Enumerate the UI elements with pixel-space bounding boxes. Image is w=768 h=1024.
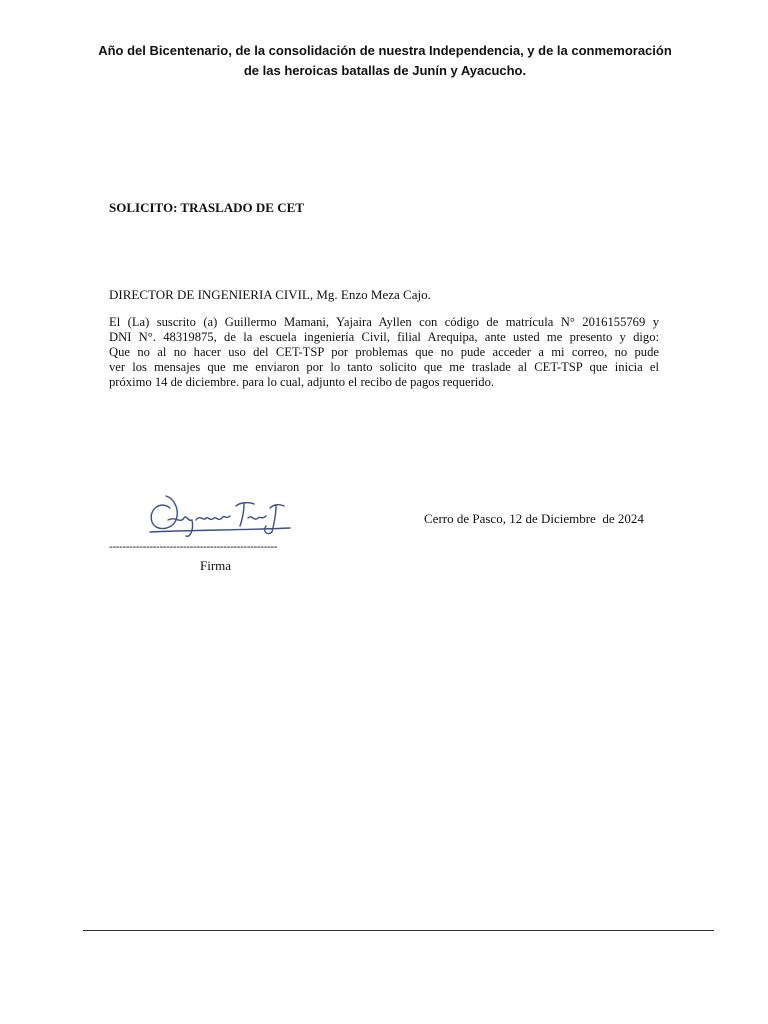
handwritten-signature — [140, 480, 300, 542]
year-heading — [90, 41, 680, 81]
footer-divider — [83, 930, 714, 931]
body-line-2: DNI N°. 48319875, de la escuela ingeniería Civil, filial Arequipa, ante usted me presento y digo: — [109, 330, 659, 344]
body-line-4: ver los mensajes que me enviaron por lo tanto solicito que me traslade al CET-TSP que inicia el — [109, 360, 659, 374]
year-heading-line-2: de las heroicas batallas de Junín y Ayacucho. — [243, 63, 527, 78]
request-body — [109, 315, 659, 390]
signature-stroke-5 — [248, 516, 266, 519]
body-line-1: El (La) suscrito (a) Guillermo Mamani, Yajaira Ayllen con código de matrícula N° 2016155769 y — [109, 315, 659, 329]
signature-underline — [150, 528, 290, 532]
year-heading-line-1: Año del Bicentenario, de la consolidación de nuestra Independencia, y de la conmemoración — [98, 43, 672, 58]
signature-stroke-4 — [236, 503, 254, 526]
signature-stroke-3 — [196, 516, 230, 520]
signature-label: Firma — [200, 558, 232, 573]
signature-line: -------------------------------------------------- — [109, 541, 278, 553]
subject-line: SOLICITO: TRASLADO DE CET — [109, 200, 304, 215]
place-date: Cerro de Pasco, 12 de Diciembre de 2024 — [424, 511, 644, 526]
signature-stroke-1 — [151, 496, 177, 529]
addressee-line: DIRECTOR DE INGENIERIA CIVIL, Mg. Enzo Meza Cajo. — [109, 287, 431, 302]
body-line-5: próximo 14 de diciembre. para lo cual, adjunto el recibo de pagos requerido. — [109, 375, 495, 389]
body-line-3: Que no al no hacer uso del CET-TSP por problemas que no pude acceder a mi correo, no pude — [109, 345, 659, 359]
